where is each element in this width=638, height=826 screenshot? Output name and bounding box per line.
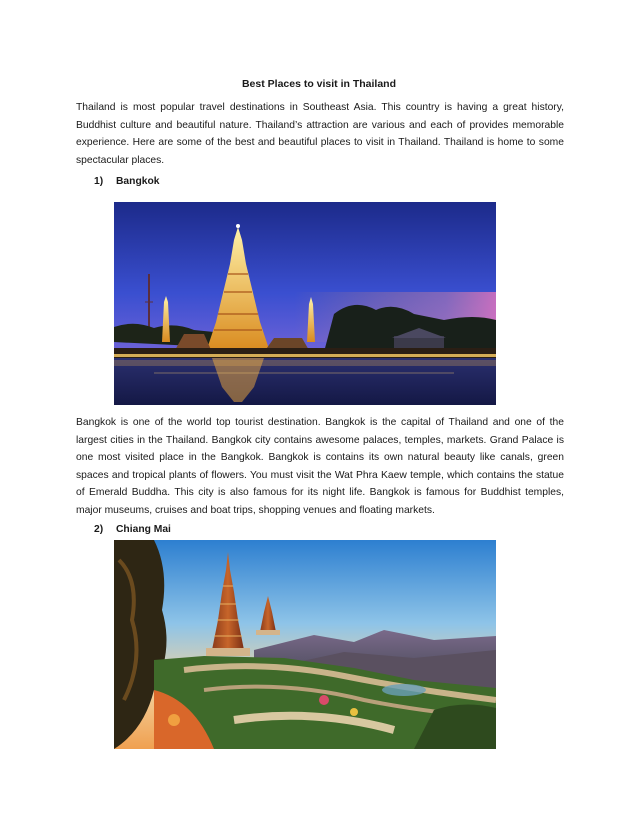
section-name: Chiang Mai — [116, 524, 171, 535]
section-number: 2) — [94, 524, 104, 535]
section-heading-bangkok — [94, 176, 160, 187]
document-title: Best Places to visit in Thailand — [241, 78, 397, 90]
section-name: Bangkok — [116, 176, 160, 187]
chiang-mai-pagoda-photo — [114, 540, 496, 749]
section-number: 1) — [94, 176, 104, 187]
intro-paragraph: Thailand is most popular travel destinations in Southeast Asia. This country is having a great history, Buddhist culture and beautiful nature. Thailand’s attraction are various and each of provides memorable experience. Here are some of the best and beautiful places to visit in Thailand. Thailand is home to some spectacular places. — [76, 102, 564, 166]
section-heading-chiang-mai — [94, 524, 171, 535]
bangkok-temple-photo — [114, 202, 496, 405]
bangkok-paragraph: Bangkok is one of the world top tourist destination. Bangkok is the capital of Thailand and one of the largest cities in the Thailand. Bangkok city contains awesome palaces, temples, markets. Grand Palace is one most visited place in the Bangkok. Bangkok is contains its own natural beauty like canals, green spaces and tropical plants of flowers. You must visit the Wat Phra Kaew temple, which contains the statue of Emerald Buddha. This city is also famous for its night life. Bangkok is famous for Buddhist temples, major museums, cruises and boat trips, shopping venues and floating markets. — [76, 417, 564, 516]
